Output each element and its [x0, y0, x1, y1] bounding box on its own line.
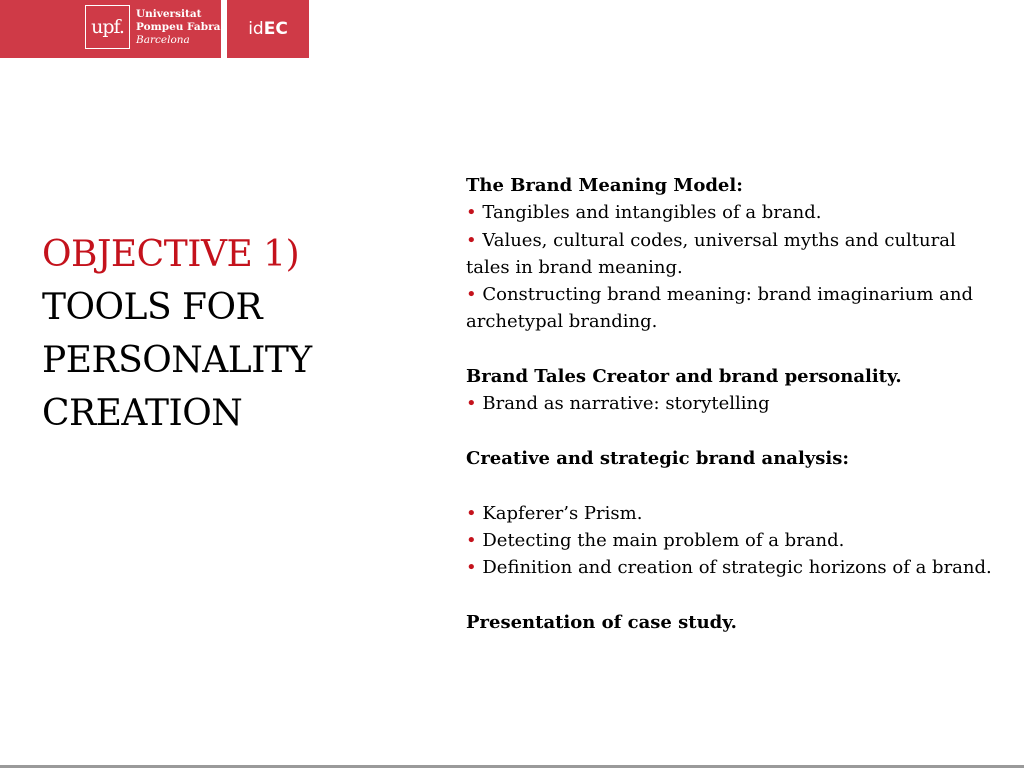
list-item-text: Values, cultural codes, universal myths and cultural tales in brand meaning. — [466, 229, 956, 278]
content-body — [466, 172, 996, 636]
spacer — [466, 581, 996, 608]
bullet-icon: • — [466, 393, 477, 415]
upf-logo — [0, 0, 221, 58]
bullet-icon: • — [466, 202, 477, 224]
section-heading: The Brand Meaning Model: — [466, 175, 743, 196]
bullet-icon: • — [466, 284, 477, 306]
list-item — [466, 500, 996, 527]
spacer — [466, 472, 996, 499]
spacer — [466, 336, 996, 363]
list-item-text: Tangibles and intangibles of a brand. — [482, 202, 822, 224]
list-item — [466, 554, 996, 581]
list-item-text: Kapferer’s Prism. — [482, 502, 643, 524]
idec-logo — [227, 0, 309, 58]
upf-line-1: Universitat — [136, 8, 202, 20]
upf-line-2: Pompeu Fabra — [136, 21, 221, 33]
bullet-icon: • — [466, 529, 477, 551]
idec-suffix: EC — [263, 19, 288, 39]
title-line-2: TOOLS FOR — [42, 287, 263, 328]
upf-line-3: Barcelona — [136, 34, 190, 46]
bullet-icon: • — [466, 229, 477, 251]
title-objective: OBJECTIVE 1) — [42, 234, 300, 275]
spacer — [466, 418, 996, 445]
idec-prefix: id — [248, 19, 264, 39]
section-heading: Presentation of case study. — [466, 611, 737, 633]
bullet-icon: • — [466, 502, 477, 524]
bullet-icon: • — [466, 557, 477, 579]
list-item — [466, 199, 996, 226]
list-item-text: Definition and creation of strategic horizons of a brand. — [482, 557, 992, 579]
upf-mark: upf. — [85, 5, 130, 49]
section-heading: Creative and strategic brand analysis: — [466, 447, 850, 469]
list-item — [466, 281, 996, 336]
slide-title — [42, 228, 422, 440]
list-item — [466, 390, 996, 417]
upf-wordmark — [136, 8, 220, 47]
title-line-3: PERSONALITY — [42, 340, 312, 381]
list-item — [466, 227, 996, 282]
list-item — [466, 527, 996, 554]
section-heading: Brand Tales Creator and brand personality. — [466, 366, 902, 388]
list-item-text: Brand as narrative: storytelling — [482, 393, 770, 415]
list-item-text: Constructing brand meaning: brand imaginarium and archetypal branding. — [466, 284, 973, 333]
list-item-text: Detecting the main problem of a brand. — [482, 529, 845, 551]
title-line-4: CREATION — [42, 393, 243, 434]
